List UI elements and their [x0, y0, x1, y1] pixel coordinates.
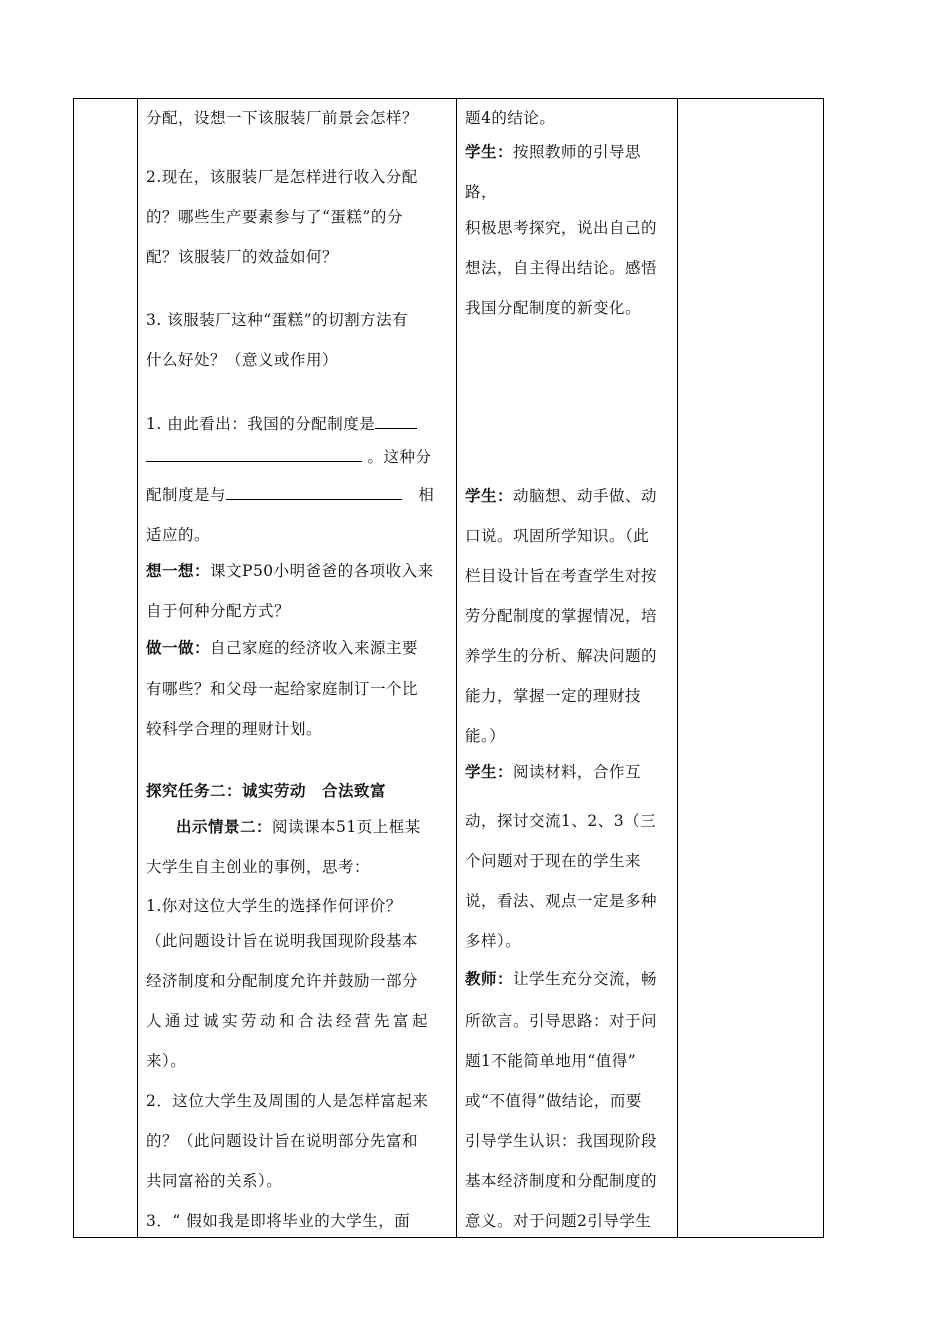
text-line [176, 815, 421, 837]
text-line: 人通过诚实劳动和合法经营先富起 [146, 1012, 432, 1030]
text-line: 积极思考探究，说出自己的 [465, 219, 658, 237]
text-fragment: 阅读材料，合作互 [513, 763, 642, 781]
column-4 [678, 99, 823, 1237]
text-line: 分配，设想一下该服装厂前景会怎样？ [146, 109, 419, 127]
text-line: 劳分配制度的掌握情况，培 [465, 607, 658, 625]
text-line: 的？（此问题设计旨在说明部分先富和 [146, 1132, 419, 1150]
text-fragment: 让学生充分交流，畅 [513, 970, 658, 988]
text-line [465, 484, 657, 506]
text-line: 多样）。 [465, 932, 522, 950]
text-fragment: 动脑想、动手做、动 [513, 487, 658, 505]
text-fragment: 阅读课本51页上框某 [272, 818, 421, 836]
text-line: 养学生的分析、解决问题的 [465, 647, 658, 665]
text-line: 想法，自主得出结论。感悟 [465, 259, 658, 277]
bold-label: 学生： [465, 763, 514, 781]
text-line [146, 636, 418, 658]
bold-label: 出示情景二： [176, 818, 273, 836]
text-fragment: 。这种分 [367, 448, 432, 466]
text-line [465, 140, 641, 162]
text-line [465, 967, 657, 989]
text-fragment: 课文P50小明爸爸的各项收入来 [210, 562, 434, 580]
text-line: 栏目设计旨在考查学生对按 [465, 567, 658, 585]
blank-line [375, 414, 417, 429]
text-line: 自于何种分配方式？ [146, 602, 291, 620]
text-line: 经济制度和分配制度允许并鼓励一部分 [146, 972, 419, 990]
text-line [465, 760, 641, 782]
text-line: 适应的。 [146, 526, 211, 544]
text-line: （此问题设计旨在说明我国现阶段基本 [146, 932, 419, 950]
bold-label: 学生： [465, 487, 514, 505]
text-line: 意义。对于问题2引导学生 [465, 1212, 652, 1230]
text-line [146, 445, 431, 467]
text-line: 题4的结论。 [465, 109, 556, 127]
column-1 [74, 99, 137, 1237]
text-fragment: 相 [418, 486, 435, 504]
text-line: 什么好处？（意义或作用） [146, 351, 339, 369]
text-line: 的？哪些生产要素参与了“蛋糕”的分 [146, 208, 403, 226]
text-line: 3．“ 假如我是即将毕业的大学生，面 [146, 1212, 411, 1230]
text-line: 题1不能简单地用“值得” [465, 1052, 637, 1070]
text-line [146, 559, 434, 581]
text-line: 1.你对这位大学生的选择作何评价？ [146, 897, 402, 915]
text-fragment: 配制度是与 [146, 486, 227, 504]
text-line: 口说。巩固所学知识。（此 [465, 527, 650, 545]
column-teaching-content [138, 99, 456, 1237]
bold-label: 学生： [465, 143, 514, 161]
text-line: 2.现在，该服装厂是怎样进行收入分配 [146, 168, 418, 186]
text-line: 较科学合理的理财计划。 [146, 720, 323, 738]
text-line: 配？该服装厂的效益如何？ [146, 248, 339, 266]
blank-line [146, 447, 362, 462]
text-line: 动，探讨交流1、2、3（三 [465, 812, 657, 830]
text-line: 说，看法、观点一定是多种 [465, 892, 658, 910]
blank-line [226, 485, 402, 500]
text-line: 路， [465, 183, 498, 201]
text-line: 所欲言。引导思路：对于问 [465, 1012, 658, 1030]
text-line: 大学生自主创业的事例，思考： [146, 858, 371, 876]
text-line: 2．这位大学生及周围的人是怎样富起来 [146, 1092, 429, 1110]
fill-blank-prompt: 1. 由此看出：我国的分配制度是 [146, 415, 376, 433]
text-line: 能力，掌握一定的理财技 [465, 687, 642, 705]
text-line: 个问题对于现在的学生来 [465, 852, 642, 870]
text-line: 或“不值得”做结论，而要 [465, 1092, 642, 1110]
text-line: 有哪些？和父母一起给家庭制订一个比 [146, 680, 419, 698]
text-line: 3. 该服装厂这种“蛋糕”的切割方法有 [146, 311, 409, 329]
text-line: 引导学生认识：我国现阶段 [465, 1132, 658, 1150]
bold-label: 想一想： [146, 562, 211, 580]
lesson-table [73, 98, 824, 1238]
text-line: 能。） [465, 727, 506, 745]
section-heading: 探究任务二：诚实劳动 合法致富 [146, 782, 387, 800]
text-line [146, 412, 417, 434]
text-line: 共同富裕的关系）。 [146, 1172, 283, 1190]
text-line [146, 483, 434, 505]
text-line: 来）。 [146, 1052, 187, 1070]
text-line: 基本经济制度和分配制度的 [465, 1172, 658, 1190]
column-student-activity [457, 99, 677, 1237]
text-fragment: 自己家庭的经济收入来源主要 [210, 639, 419, 657]
bold-label: 做一做： [146, 639, 211, 657]
text-line: 我国分配制度的新变化。 [465, 299, 642, 317]
bold-label: 教师： [465, 970, 514, 988]
text-fragment: 按照教师的引导思 [513, 143, 642, 161]
